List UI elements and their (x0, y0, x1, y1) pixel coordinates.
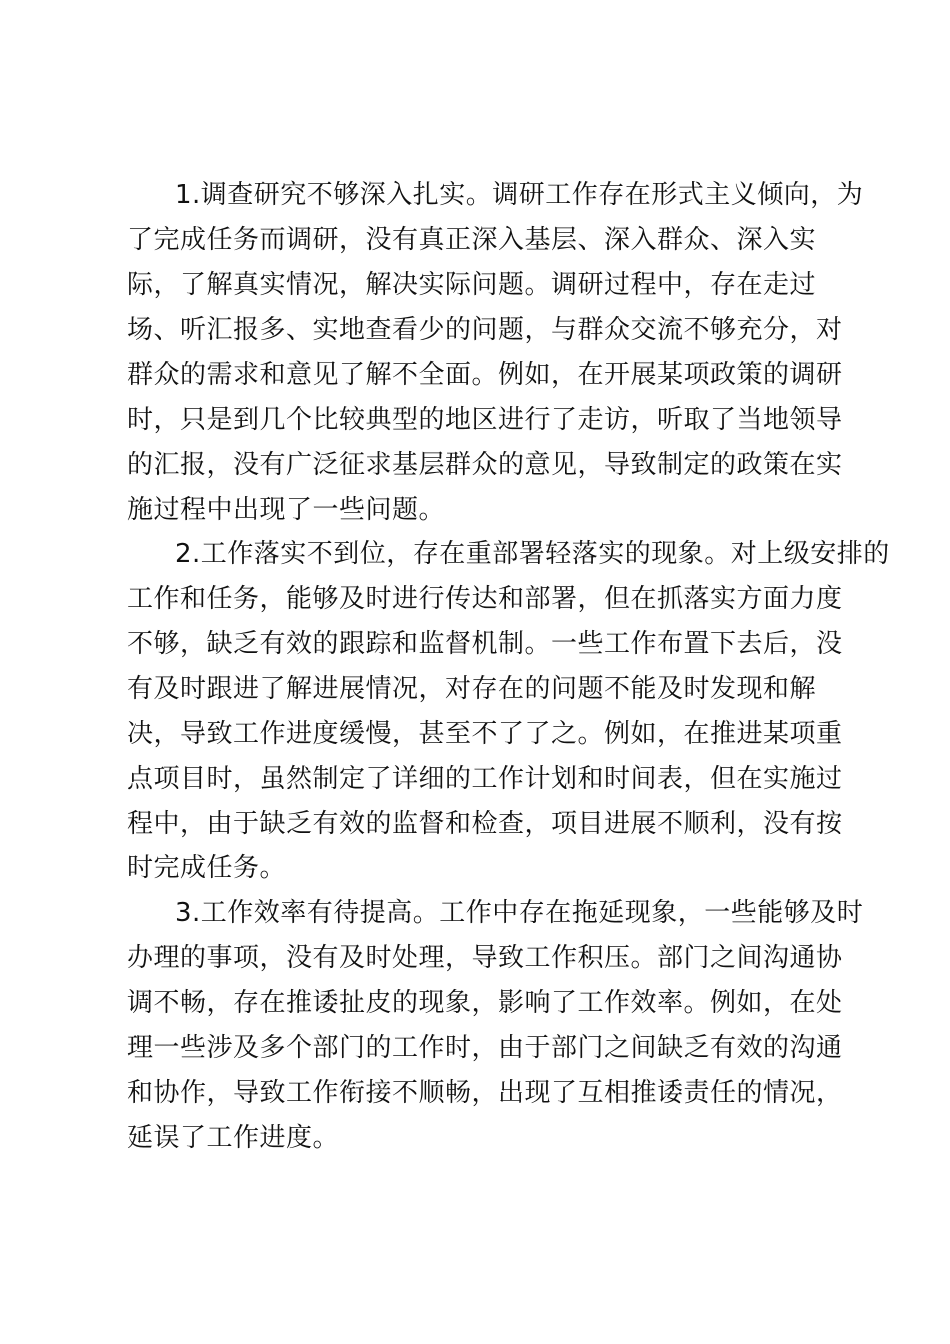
paragraph-2-line: 程中，由于缺乏有效的监督和检查，项目进展不顺利，没有按 (127, 809, 843, 839)
paragraph-3-line: 延误了工作进度。 (127, 1123, 340, 1153)
paragraph-1-line: 群众的需求和意见了解不全面。例如，在开展某项政策的调研 (127, 360, 843, 390)
paragraph-2-line: 决，导致工作进度缓慢，甚至不了了之。例如，在推进某项重 (127, 719, 843, 749)
paragraph-3-line: 调不畅，存在推诿扯皮的现象，影响了工作效率。例如，在处 (127, 988, 843, 1018)
paragraph-2-line: 工作和任务，能够及时进行传达和部署，但在抓落实方面力度 (127, 584, 843, 614)
paragraph-3-line: 办理的事项，没有及时处理，导致工作积压。部门之间沟通协 (127, 943, 843, 973)
paragraph-3-line: 和协作，导致工作衔接不顺畅，出现了互相推诿责任的情况， (127, 1078, 843, 1108)
paragraph-1-line: 1.调查研究不够深入扎实。调研工作存在形式主义倾向，为 (175, 180, 864, 210)
paragraph-2-line: 时完成任务。 (127, 853, 287, 883)
paragraph-1-line: 际，了解真实情况，解决实际问题。调研过程中，存在走过 (127, 270, 817, 300)
paragraph-1-line: 的汇报，没有广泛征求基层群众的意见，导致制定的政策在实 (127, 450, 843, 480)
paragraph-1-line: 时，只是到几个比较典型的地区进行了走访，听取了当地领导 (127, 405, 843, 435)
paragraph-3-line: 理一些涉及多个部门的工作时，由于部门之间缺乏有效的沟通 (127, 1033, 843, 1063)
paragraph-2-line: 2.工作落实不到位，存在重部署轻落实的现象。对上级安排的 (175, 539, 890, 569)
paragraph-2-line: 有及时跟进了解进展情况，对存在的问题不能及时发现和解 (127, 674, 817, 704)
paragraph-1-line: 施过程中出现了一些问题。 (127, 495, 446, 525)
paragraph-3-line: 3.工作效率有待提高。工作中存在拖延现象，一些能够及时 (175, 898, 864, 928)
paragraph-2-line: 点项目时，虽然制定了详细的工作计划和时间表，但在实施过 (127, 764, 843, 794)
paragraph-1-line: 了完成任务而调研，没有真正深入基层、深入群众、深入实 (127, 225, 817, 255)
paragraph-2-line: 不够，缺乏有效的跟踪和监督机制。一些工作布置下去后，没 (127, 629, 843, 659)
paragraph-1-line: 场、听汇报多、实地查看少的问题，与群众交流不够充分，对 (127, 315, 843, 345)
